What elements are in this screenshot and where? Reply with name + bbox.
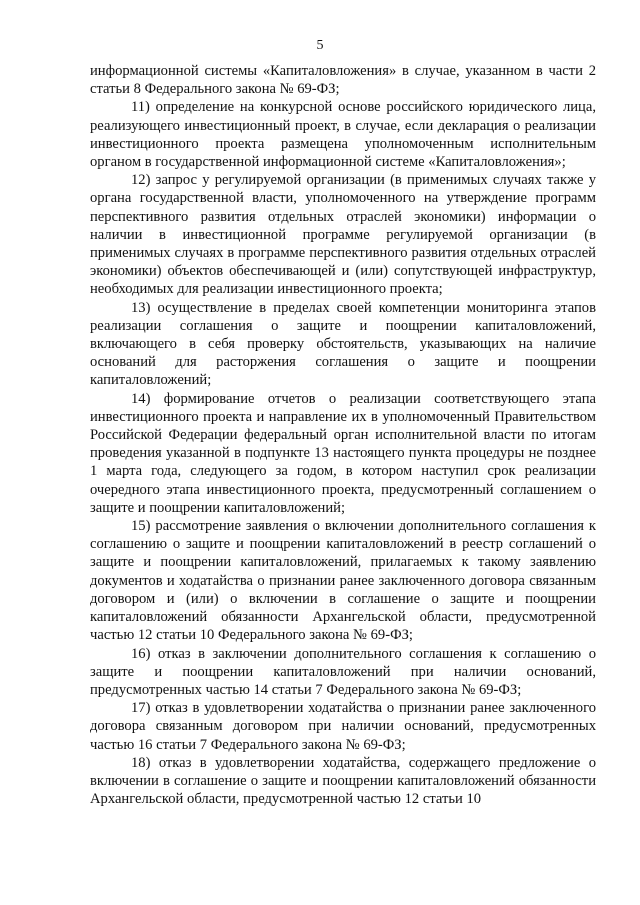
paragraph-continuation: информационной системы «Капиталовложения» в случае, указанном в части 2 статьи 8 Федерального закона № 69-ФЗ; (90, 63, 596, 98)
paragraph-item-16: 16) отказ в заключении дополнительного соглашения к соглашению о защите и поощрении капиталовложений при наличии оснований, предусмотренных частью 14 статьи 7 Федерального закона № 69-ФЗ; (90, 645, 596, 698)
paragraph-item-17: 17) отказ в удовлетворении ходатайства о признании ранее заключенного договора связанным договором при наличии оснований, предусмотренных частью 16 статьи 7 Федерального закона № 69-ФЗ; (90, 700, 596, 753)
paragraph-item-13: 13) осуществление в пределах своей компетенции мониторинга этапов реализации соглашения о защите и поощрении капиталовложений, включающего в себя проверку обстоятельств, указывающих на наличие оснований для расторжения соглашения о защите и поощрении капиталовложений; (90, 299, 596, 389)
paragraph-item-11: 11) определение на конкурсной основе российского юридического лица, реализующего инвестиционный проект, в случае, если декларация о реализации инвестиционного проекта размещена уполномоченным исполнительным органом в государственной информационной системе «Капиталовложения»; (90, 99, 596, 171)
page-number: 5 (316, 38, 324, 53)
paragraph-item-18: 18) отказ в удовлетворении ходатайства, содержащего предложение о включении в соглашение о защите и поощрении капиталовложений обязанности Архангельской области, предусмотренной частью 12 статьи 10 (90, 754, 596, 808)
paragraph-item-14: 14) формирование отчетов о реализации соответствующего этапа инвестиционного проекта и направление их в уполномоченный Правительством Российской Федерации федеральный орган исполнительной власти по итогам проведения указанной в подпункте 13 настоящего пункта процедуры не позднее 1 марта года, следующего за годом, в котором наступил срок реализации очередного этапа инвестиционного проекта, предусмотренный соглашением о защите и поощрении капиталовложений; (90, 390, 596, 516)
document-body (90, 62, 596, 808)
paragraph-item-15: 15) рассмотрение заявления о включении дополнительного соглашения к соглашению о защите и поощрении капиталовложений в реестр соглашений о защите и поощрении капиталовложений, прилагаемых к такому заявлению документов и ходатайства о признании ранее заключенного договора связанным договором и (или) о включении в соглашение о защите и поощрении капиталовложений обязанности Архангельской области, предусмотренной частью 12 статьи 10 Федерального закона № 69-ФЗ; (90, 518, 596, 644)
paragraph-item-12: 12) запрос у регулируемой организации (в применимых случаях также у органа государственной власти, уполномоченного на утверждение программ перспективного развития отдельных отраслей экономики) информации о наличии в инвестиционной программе регулируемой организации (в применимых случаях в программе перспективного развития отдельных отраслей экономики) объектов обеспечивающей и (или) сопутствующей инфраструктур, необходимых для реализации инвестиционного проекта; (90, 172, 596, 298)
